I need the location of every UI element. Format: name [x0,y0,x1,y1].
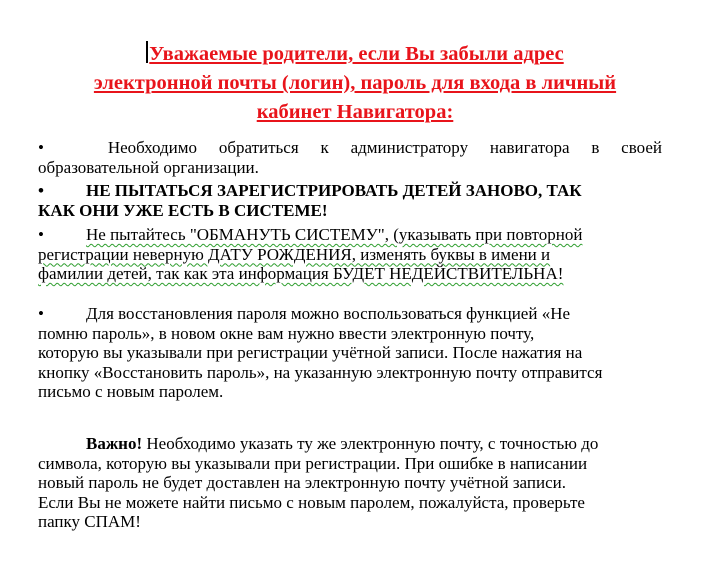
document-title [30,40,680,127]
paragraph-do-not-cheat [38,225,662,284]
paragraph-line: КАК ОНИ УЖЕ ЕСТЬ В СИСТЕМЕ! [38,200,328,220]
paragraph-line: Если Вы не можете найти письмо с новым паролем, пожалуйста, проверьте [38,492,585,512]
paragraph-word: своей [621,138,662,157]
paragraph-line: фамилии детей, так как эта информация БУДЕТ НЕДЕЙСТВИТЕЛЬНА! [38,264,564,283]
paragraph-line: символа, которую вы указывали при регистрации. При ошибке в написании [38,453,588,473]
paragraph-word: обратиться [218,138,299,157]
paragraph-warning-register [38,181,662,220]
paragraph-line: папку СПАМ! [38,512,141,531]
title-line-1: Уважаемые родители, если Вы забыли адрес [30,40,680,69]
title-line-2: электронной почты (логин), пароль для входа в личный [93,72,617,94]
paragraph-word: администратору [350,138,469,157]
paragraph-line: • Не пытайтесь "ОБМАНУТЬ СИСТЕМУ", (указывать при повторной [38,225,583,244]
paragraph-line: • Для восстановления пароля можно воспользоваться функцией «Не [38,304,571,323]
paragraph-line: которую вы указывали при регистрации учётной записи. После нажатия на [38,343,583,362]
text-cursor [146,41,148,63]
bullet: • [38,138,44,157]
paragraph-line: новый пароль не будет доставлен на электронную почту учётной записи. [38,473,566,492]
title-line-3: кабинет Навигатора: [256,101,454,123]
paragraph-password-recovery [38,304,662,402]
bullet: • [38,304,44,323]
paragraph-line: кнопку «Восстановить пароль», на указанную электронную почту отправится [38,362,603,382]
paragraph-important-note [38,434,662,532]
bullet: • [38,181,44,200]
paragraph-line: • НЕ ПЫТАТЬСЯ ЗАРЕГИСТРИРОВАТЬ ДЕТЕЙ ЗАНОВО, ТАК [38,181,582,200]
paragraph-line [38,138,662,158]
paragraph-contact-admin [38,138,662,177]
paragraph-line: образовательной организации. [38,157,259,177]
important-label: Важно! [86,434,143,453]
paragraph-line: помню пароль», в новом окне вам нужно ввести электронную почту, [38,323,535,343]
bullet: • [38,225,44,244]
paragraph-line: регистрации неверную ДАТУ РОЖДЕНИЯ, изменять буквы в имени и [38,244,551,264]
paragraph-line: Важно! Необходимо указать ту же электронную почту, с точностью до [86,434,599,453]
paragraph-word: навигатора [489,138,570,157]
paragraph-word: в [591,138,600,157]
paragraph-word: к [320,138,329,157]
paragraph-word: Необходимо [107,138,198,157]
paragraph-line: письмо с новым паролем. [38,382,224,401]
